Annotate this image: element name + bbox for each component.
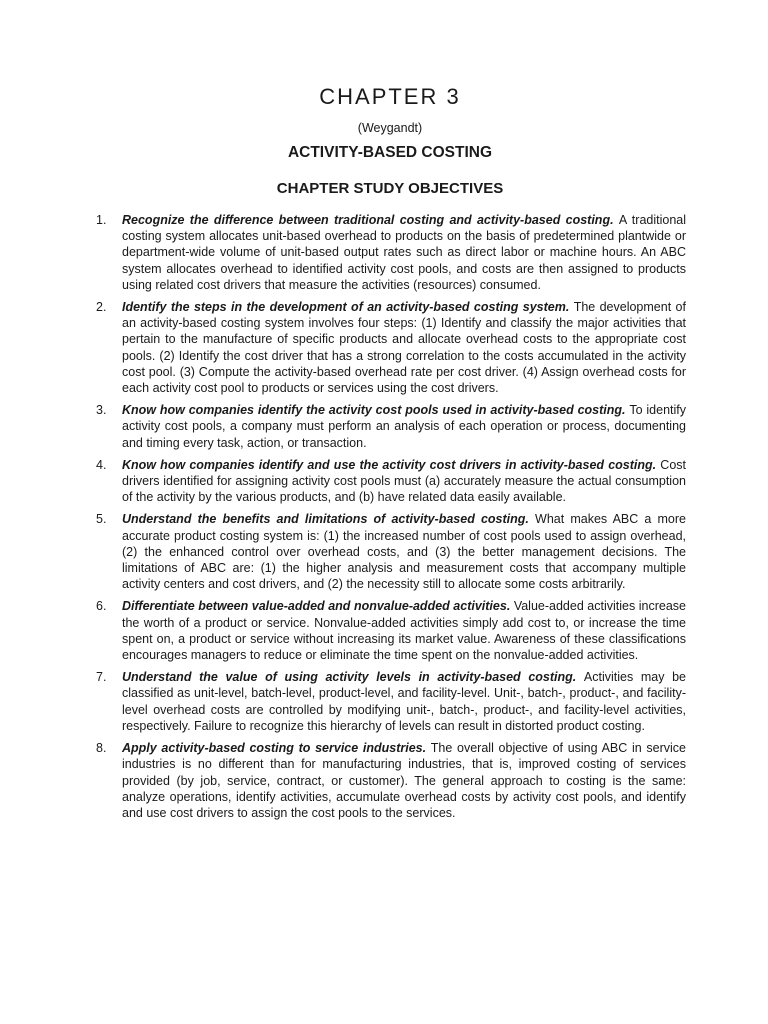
objective-body: Cost drivers identified for assigning activity cost pools must (a) accurately measure the actual consumption of the activity by the various products, and (b) have related data easily available.: [122, 457, 686, 505]
objective-heading: Differentiate between value-added and nonvalue-added activities.: [122, 599, 514, 614]
objective-body: To identify activity cost pools, a company must perform an analysis of each operation or process, documenting and timing every task, action, or transaction.: [122, 403, 686, 450]
objective-heading: Apply activity-based costing to service industries.: [122, 741, 431, 756]
objective-body: Value-added activities increase the worth of a product or service. Nonvalue-added activities simply add cost to, or increase the time spent on, a product or service without increasing its market value. Awareness of these classifications encourages managers to reduce or eliminate the time spent on the nonvalue-added activities.: [122, 599, 686, 663]
objective-item-8: [96, 740, 686, 821]
objective-number: 8.: [96, 741, 107, 756]
objective-heading: Know how companies identify and use the activity cost drivers in activity-based costing.: [122, 457, 661, 472]
objective-heading: Know how companies identify the activity cost pools used in activity-based costing.: [122, 403, 630, 418]
chapter-title: ACTIVITY-BASED COSTING: [287, 144, 493, 161]
chapter-heading: CHAPTER 3: [319, 84, 461, 109]
objective-body: A traditional costing system allocates unit-based overhead to products on the basis of predetermined plantwide or department-wide volume of unit-based output rates such as direct labor or machine hours. An ABC system allocates overhead to identified activity cost pools, and costs are then assigned to products using related cost drivers that measure the activities (resources) consumed.: [122, 213, 687, 292]
objective-number: 3.: [96, 403, 107, 418]
objective-item-7: [96, 669, 686, 734]
objective-number: 6.: [96, 599, 107, 614]
objective-item-3: [96, 402, 686, 451]
objective-number: 2.: [96, 300, 107, 315]
objective-body: The overall objective of using ABC in service industries is no different than for manufacturing industries, that is, improved costing of services provided (by job, service, contract, or customer). The general approach to costing is the same: analyze operations, identify activities, accumulate overhead costs by activity cost pools, and identify and use cost drivers to assign the cost pools to the services.: [122, 741, 686, 820]
objective-body: What makes ABC a more accurate product costing system is: (1) the increased number of cost pools used to assign overhead, (2) the enhanced control over overhead costs, and (3) the better management decisions. The limitations of ABC are: (1) the higher analysis and measurement costs that accompany multiple activity centers and cost drivers, and (2) the necessity still to allocate some costs arbitrarily.: [122, 512, 686, 592]
objective-item-2: [96, 299, 686, 396]
objective-item-5: [96, 511, 686, 592]
objective-body: Activities may be classified as unit-level, batch-level, product-level, and facility-level. Unit-, batch-, product-, and facility-level overhead costs are controlled by modifying unit-, batch-, product-, and facility-level activities, respectively. Failure to recognize this hierarchy of levels can result in distorted product costing.: [122, 670, 686, 733]
objective-number: 4.: [96, 457, 107, 472]
objective-heading: Understand the benefits and limitations of activity-based costing.: [122, 512, 536, 527]
objective-number: 5.: [96, 512, 107, 527]
objective-number: 1.: [96, 213, 107, 227]
objectives-list: [96, 212, 686, 827]
study-objectives-heading: CHAPTER STUDY OBJECTIVES: [276, 180, 504, 197]
objective-number: 7.: [96, 670, 107, 685]
objective-heading: Identify the steps in the development of an activity-based costing system.: [122, 300, 574, 315]
author-line: (Weygandt): [357, 121, 423, 135]
objective-item-4: [96, 457, 686, 506]
objective-item-6: [96, 598, 686, 663]
objective-body: The development of an activity-based costing system involves four steps: (1) Identify and classify the major activities that pertain to the manufacture of specific products and allocate overhead costs to the appropriate cost pools. (2) Identify the cost driver that has a strong correlation to the costs accumulated in the activity cost pool. (3) Compute the activity-based overhead rate per cost driver. (4) Assign overhead costs for each activity cost pool to products or services using the cost drivers.: [122, 300, 686, 396]
objective-heading: Recognize the difference between traditional costing and activity-based costing.: [122, 213, 619, 227]
objective-item-1: [96, 212, 686, 293]
objective-heading: Understand the value of using activity levels in activity-based costing.: [122, 670, 584, 685]
